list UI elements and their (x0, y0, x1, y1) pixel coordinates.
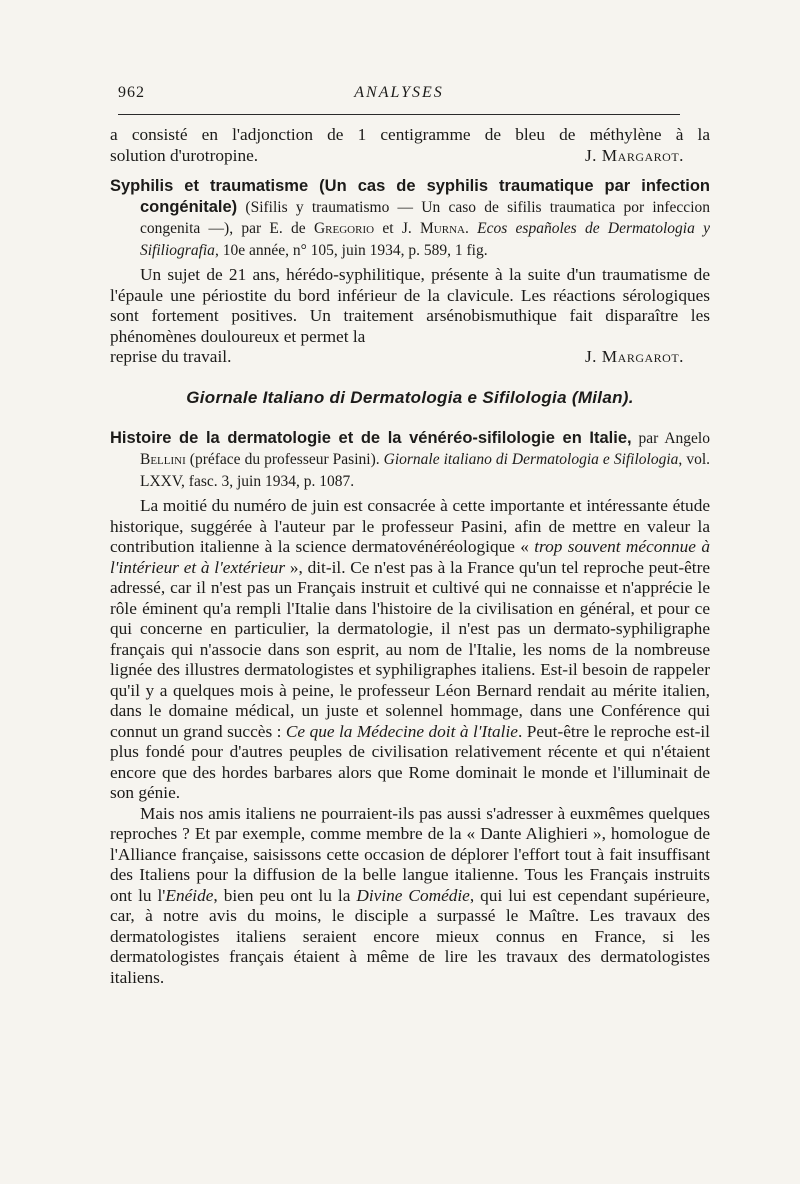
article0-line1: a consisté en l'adjonction de 1 centigramme de bleu de méthylène à la (110, 125, 710, 144)
para1-text-a: La moitié du numéro de juin est consacrée à cette importante et intéressante étude historique, suggérée à l'auteur par le professeur Pasini, afin de mettre en valeur la contribution italienne à la science dermatovénéréologique « (110, 496, 710, 556)
article1-reference (110, 176, 710, 261)
article2-paragraph2 (110, 804, 710, 989)
page-number: 962 (118, 84, 145, 101)
article1-body: Un sujet de 21 ans, hérédo-syphilitique, présente à la suite d'un traumatisme de l'épaule une périostite du bord inférieur de la clavicule. Les réactions sérologiques sont fortement positives. Un traitement arsénobismuthique fait disparaître les phénomènes douloureux et permet la (110, 265, 710, 346)
article0-last-text: solution d'urotropine. (110, 145, 259, 165)
page-header (118, 84, 680, 106)
article2-paragraph1 (110, 496, 710, 804)
para2-text-c: , qui lui est cependant supérieure, car, à notre avis du moins, le disciple a surpassé le Maître. Les travaux des dermatologistes italiens seraient encore mieux connus en France, si les dermatologistes français étaient à même de lire les travaux des dermatologistes italiens. (110, 885, 710, 987)
para1-quote: trop souvent méconnue à l'intérieur et à l'extérieur (110, 537, 710, 577)
article1-last-line (110, 347, 710, 368)
article1-journal: Ecos españoles de Dermatologia y Sifiliografia (140, 220, 711, 259)
article1-ref-plain: (Sifilis y traumatismo — Un caso de sifilis traumatica por infeccion congenita —), par E. de (140, 198, 710, 237)
journal-section-title: Giornale Italiano di Dermatologia e Sifilologia (Milan). (186, 387, 634, 407)
article1-ref-dot: . (464, 220, 478, 237)
article2-journal: Giornale italiano di Dermatologia e Sifilologia (383, 451, 679, 468)
article1-ref-mid: et J. (374, 220, 421, 237)
article2-title: Histoire de la dermatologie et de la vénéréo-sifilologie en Italie, (110, 428, 632, 447)
article2-ref-mid: (préface du professeur Pasini). (185, 451, 384, 468)
article2-ref-tail: , vol. LXXV, fasc. 3, juin 1934, p. 1087. (140, 451, 710, 490)
para2-eneide: Enéide (165, 885, 214, 905)
para1-conference-title: Ce que la Médecine doit à l'Italie (285, 721, 518, 741)
article1-author2: Murna (420, 220, 465, 237)
para2-text-b: , bien peu ont lu la (213, 885, 357, 905)
article1-title: Syphilis et traumatisme (Un cas de syphilis traumatique par infection congénitale) (110, 177, 710, 216)
para1-text-b: », dit-il. Ce n'est pas à la France qu'un tel reproche peut-être adressé, car il n'est pas un Français instruit et cultivé qui ne connaisse et n'apprécie le rôle éminent qu'a rempli l'Italie dans l'histoire de la civilisation en général, et pour ce qui concerne en particulier, la dermatologie, il n'est pas un dermato-syphiligraphe français qui n'associe dans son esprit, au nom de l'Italie, les noms de la nombreuse lignée des illustres dermatologistes et syphiligraphes italiens. Est-il besoin de rappeler qu'il y a quelques mois à peine, le professeur Léon Bernard rendait au mérite italien, dans le domaine médical, un juste et solennel hommage, dans une Conférence qui connut un grand succès : (110, 557, 710, 741)
para2-text-a: Mais nos amis italiens ne pourraient-ils pas aussi s'adresser à euxmêmes quelques reproches ? Et par exemple, comme membre de la « Dante Alighieri », homologue de l'Alliance française, saisissons cette occasion de déplorer l'effort tout à fait insuffisant des Italiens pour la diffusion de la belle langue italienne. Tous les Français instruits ont lu l' (110, 803, 710, 905)
article2-author: Bellini (140, 451, 186, 468)
article2-ref-par: par Angelo (631, 429, 710, 447)
page-body (110, 125, 710, 988)
para1-text-c: . Peut-être le reproche est-il plus fondé pour d'autres peuples de civilisation relativement récente et qui n'étaient encore que des hordes barbares alors que Rome dominait le monde et l'illuminait de son génie. (110, 721, 710, 802)
article0-last-line (110, 146, 710, 167)
article1-author1: Gregorio (313, 220, 375, 237)
article1-ref-tail: , 10e année, n° 105, juin 1934, p. 589, 1 fig. (214, 241, 488, 259)
running-title: ANALYSES (354, 84, 444, 101)
article1-signature: J. Margarot. (584, 347, 684, 366)
article2-reference (110, 428, 710, 493)
para2-divine-comedie: Divine Comédie (356, 885, 470, 905)
article1-last-text: reprise du travail. (110, 347, 232, 366)
header-rule (118, 114, 680, 115)
article0-signature: J. Margarot. (584, 145, 684, 165)
